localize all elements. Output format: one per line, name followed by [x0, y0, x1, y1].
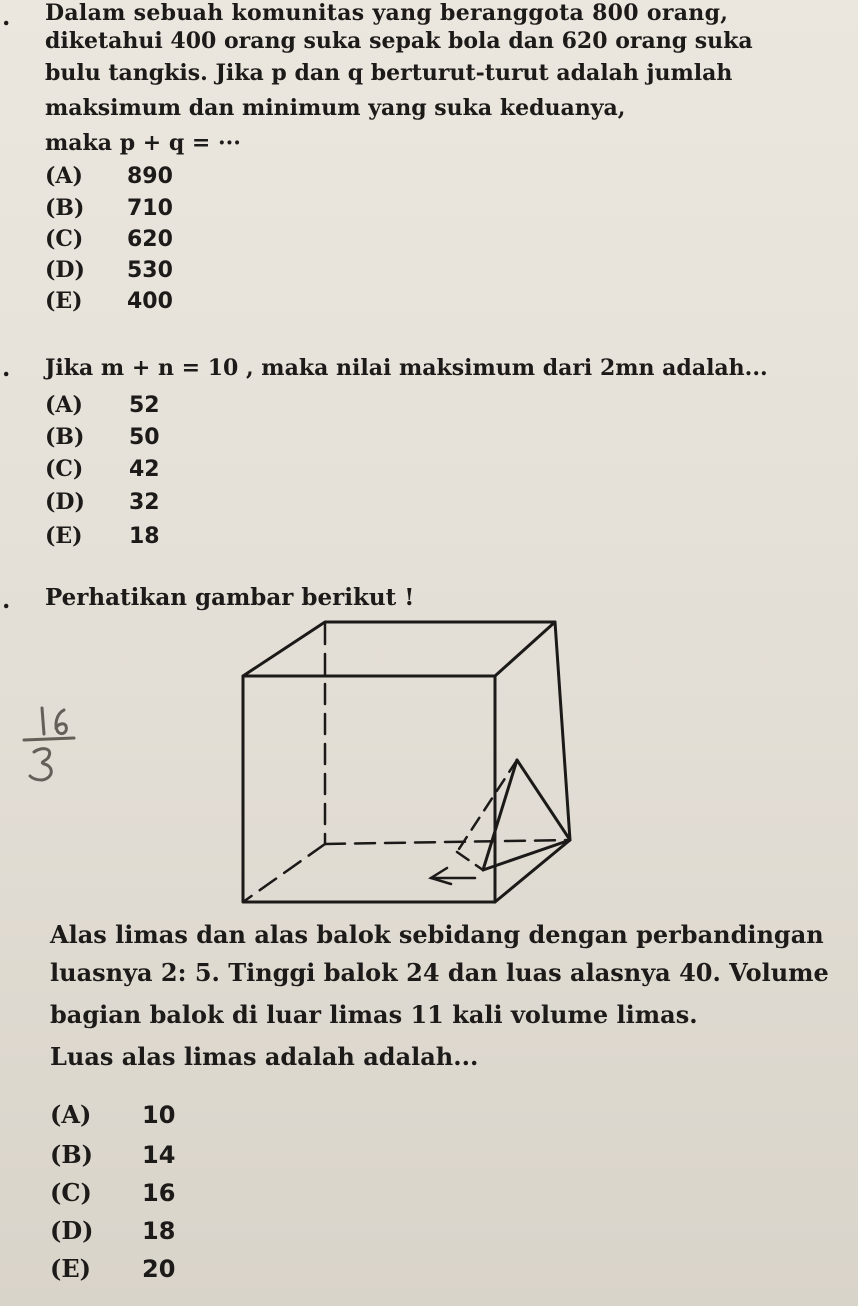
cuboid-pyramid-figure — [225, 612, 595, 912]
question-1-option-b[interactable] — [45, 195, 173, 221]
question-3-number: . — [2, 585, 11, 614]
hidden-bottom-left-edge — [243, 844, 325, 902]
question-3-stem-line-2: Alas limas dan alas balok sebidang dengan perbandingan — [50, 920, 824, 949]
question-1-stem-line-4: maksimum dan minimum yang suka keduanya, — [45, 95, 626, 121]
question-2-option-e[interactable] — [45, 523, 160, 549]
question-1-option-d[interactable] — [45, 257, 173, 283]
option-letter: (D) — [50, 1216, 94, 1245]
question-2-option-a[interactable] — [45, 392, 160, 418]
option-letter: (D) — [45, 257, 85, 283]
question-1-stem-line-1: Dalam sebuah komunitas yang beranggota 800 orang, — [45, 0, 729, 26]
option-value: 18 — [129, 524, 160, 549]
question-3-stem-line-4: bagian balok di luar limas 11 kali volume limas. — [50, 1000, 698, 1029]
question-2-number: . — [2, 353, 11, 382]
option-value: 14 — [142, 1141, 176, 1169]
option-letter: (B) — [45, 424, 85, 450]
option-value: 32 — [129, 490, 160, 515]
question-3-option-e[interactable] — [50, 1254, 175, 1283]
option-value: 20 — [142, 1255, 176, 1283]
option-letter: (A) — [50, 1100, 92, 1129]
pyramid-hidden-base-edge — [457, 852, 483, 870]
option-letter: (E) — [45, 288, 83, 314]
question-3-option-a[interactable] — [50, 1100, 175, 1129]
cuboid-front-face — [243, 676, 495, 902]
option-letter: (B) — [50, 1140, 93, 1169]
option-value: 710 — [127, 196, 173, 221]
option-letter: (E) — [45, 523, 83, 549]
option-letter: (A) — [45, 392, 83, 418]
cuboid-top-face — [243, 622, 555, 676]
pyramid-front-edge — [483, 760, 517, 870]
question-3-option-b[interactable] — [50, 1140, 175, 1169]
option-letter: (C) — [45, 226, 84, 252]
question-3-option-c[interactable] — [50, 1178, 175, 1207]
question-2-option-d[interactable] — [45, 489, 160, 515]
option-letter: (C) — [45, 456, 84, 482]
question-2-stem-line-1: Jika m + n = 10 , maka nilai maksimum dari 2mn adalah... — [45, 355, 768, 381]
question-3-stem-line-1: Perhatikan gambar berikut ! — [45, 584, 415, 611]
option-letter: (A) — [45, 163, 83, 189]
option-value: 52 — [129, 393, 160, 418]
option-value: 42 — [129, 457, 160, 482]
question-3-stem-line-3: luasnya 2: 5. Tinggi balok 24 dan luas alasnya 40. Volume — [50, 958, 829, 987]
option-value: 530 — [127, 258, 173, 283]
option-letter: (C) — [50, 1178, 92, 1207]
option-value: 16 — [142, 1179, 176, 1207]
option-letter: (B) — [45, 195, 85, 221]
option-value: 890 — [127, 164, 173, 189]
question-2-option-c[interactable] — [45, 456, 160, 482]
question-1-stem-line-2: diketahui 400 orang suka sepak bola dan 620 orang suka — [45, 28, 753, 54]
question-1-stem-line-3: bulu tangkis. Jika p dan q berturut-turut adalah jumlah — [45, 60, 733, 86]
hidden-bottom-back-edge — [325, 840, 570, 844]
question-3-stem-line-5: Luas alas limas adalah adalah... — [50, 1042, 479, 1071]
option-value: 400 — [127, 289, 173, 314]
question-1-number: . — [2, 2, 11, 31]
question-3-option-d[interactable] — [50, 1216, 175, 1245]
option-value: 620 — [127, 227, 173, 252]
arrow-mark — [431, 868, 451, 884]
option-value: 50 — [129, 425, 160, 450]
option-letter: (D) — [45, 489, 85, 515]
option-value: 18 — [142, 1217, 176, 1245]
question-1-option-c[interactable] — [45, 226, 173, 252]
question-1-option-a[interactable] — [45, 163, 173, 189]
handwritten-fraction-scribble — [20, 700, 90, 790]
pyramid-hidden-edge — [457, 760, 517, 852]
pyramid-right-edge — [517, 760, 570, 840]
question-2-option-b[interactable] — [45, 424, 160, 450]
question-1-option-e[interactable] — [45, 288, 173, 314]
option-letter: (E) — [50, 1254, 92, 1283]
option-value: 10 — [142, 1101, 176, 1129]
question-1-stem-line-5: maka p + q = ··· — [45, 130, 241, 156]
